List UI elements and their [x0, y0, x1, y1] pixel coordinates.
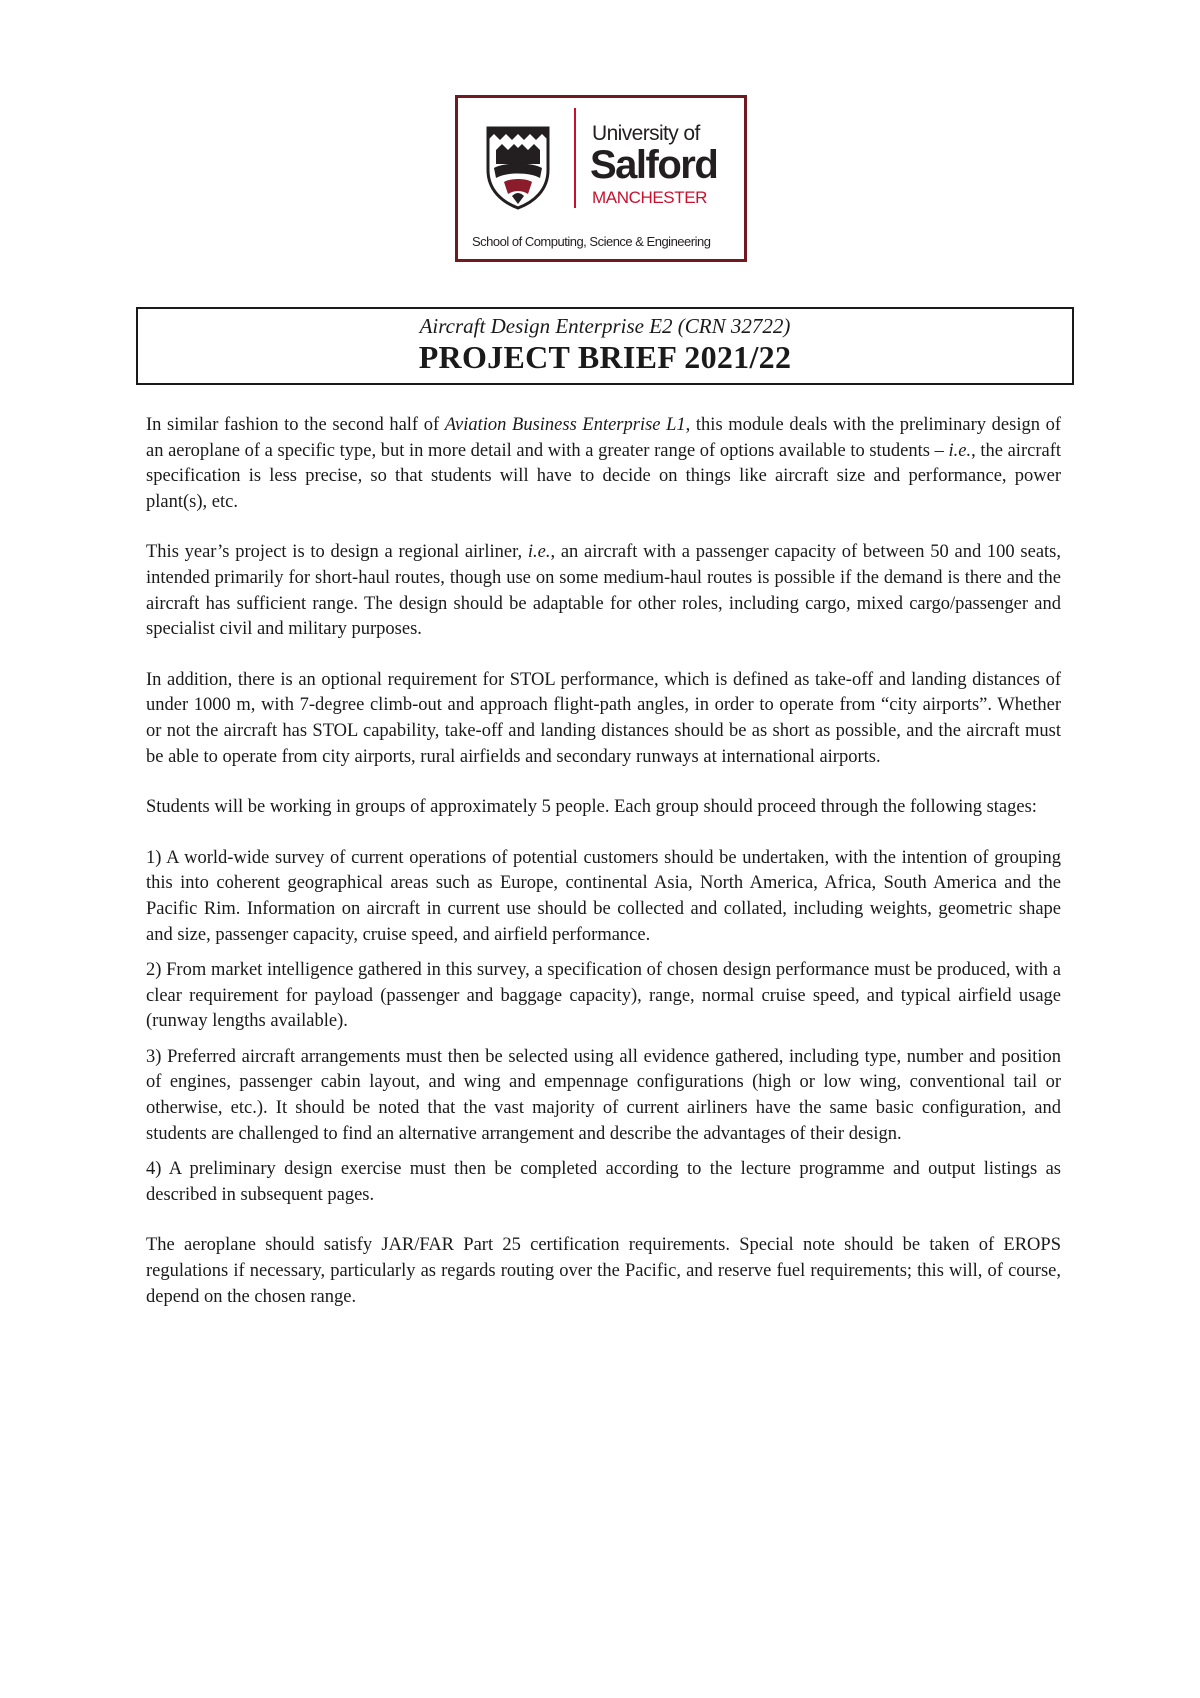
- paragraph-project: [146, 540, 1061, 642]
- ie-abbrev: i.e.: [948, 440, 972, 461]
- paragraph-intro: [146, 413, 1061, 515]
- university-logo: [455, 95, 747, 262]
- text-span: This year’s project is to design a regional airliner,: [146, 542, 528, 563]
- crest-icon: [484, 124, 552, 210]
- paragraph-certification: The aeroplane should satisfy JAR/FAR Part 25 certification requirements. Special note should be taken of EROPS regulations if necessary, particularly as regards routing over the Pacific, and reserve fuel requirements; this will, of course, depend on the chosen range.: [146, 1235, 1061, 1307]
- logo-salford: Salford: [590, 143, 718, 187]
- ie-abbrev: i.e.: [527, 542, 551, 563]
- stage-item: 4) A preliminary design exercise must then be completed according to the lecture programme and output listings as described in subsequent pages.: [146, 1159, 1061, 1205]
- paragraph-groups: Students will be working in groups of approximately 5 people. Each group should proceed through the following stages:: [146, 797, 1037, 818]
- logo-divider: [574, 108, 576, 208]
- module-title: Aircraft Design Enterprise E2 (CRN 32722): [419, 314, 791, 338]
- stage-item: 3) Preferred aircraft arrangements must then be selected using all evidence gathered, including type, number and position of engines, passenger cabin layout, and wing and empennage configurations (high or low wing, conventional tail or otherwise, etc.). It should be noted that the vast majority of current airliners have the same basic configuration, and students are challenged to find an alternative arrangement and describe the advantages of their design.: [146, 1046, 1061, 1144]
- text-span: , the aircraft specification is less precise, so that students will have to decide on things like aircraft size and performance, power plant(s), etc.: [146, 440, 1061, 512]
- text-span: In similar fashion to the second half of: [146, 415, 445, 435]
- module-reference: Aviation Business Enterprise L1: [444, 415, 686, 435]
- text-span: , an aircraft with a passenger capacity of between 50 and 100 seats, intended primarily for short-haul routes, though use on some medium-haul routes is possible if the demand is there and the aircraft has sufficient range. The design should be adaptable for other roles, including cargo, mixed cargo/passenger and specialist civil and military purposes.: [146, 542, 1061, 640]
- stage-item: 2) From market intelligence gathered in this survey, a specification of chosen design performance must be produced, with a clear requirement for payload (passenger and baggage capacity), range, normal cruise speed, and typical airfield usage (runway lengths available).: [146, 960, 1061, 1032]
- logo-university-of: University of: [592, 122, 700, 145]
- page-title: PROJECT BRIEF 2021/22: [418, 339, 792, 375]
- logo-manchester: MANCHESTER: [592, 188, 708, 207]
- title-box: [136, 307, 1074, 385]
- text-span: , this module deals with the preliminary design of an aeroplane of a specific type, but in more detail and with a greater range of options available to students –: [146, 415, 1061, 461]
- logo-school-name: School of Computing, Science & Engineering: [472, 234, 711, 249]
- paragraph-stol: In addition, there is an optional requirement for STOL performance, which is defined as take-off and landing distances of under 1000 m, with 7-degree climb-out and approach flight-path angles, in order to operate from “city airports”. Whether or not the aircraft has STOL capability, take-off and landing distances should be as short as possible, and the aircraft must be able to operate from city airports, rural airfields and secondary runways at international airports.: [146, 669, 1061, 767]
- document-body: [146, 413, 1061, 1310]
- stage-item: 1) A world-wide survey of current operations of potential customers should be undertaken, with the intention of grouping this into coherent geographical areas such as Europe, continental Asia, North America, Africa, South America and the Pacific Rim. Information on aircraft in current use should be collected and collated, including weights, geometric shape and size, passenger capacity, cruise speed, and airfield performance.: [146, 847, 1061, 945]
